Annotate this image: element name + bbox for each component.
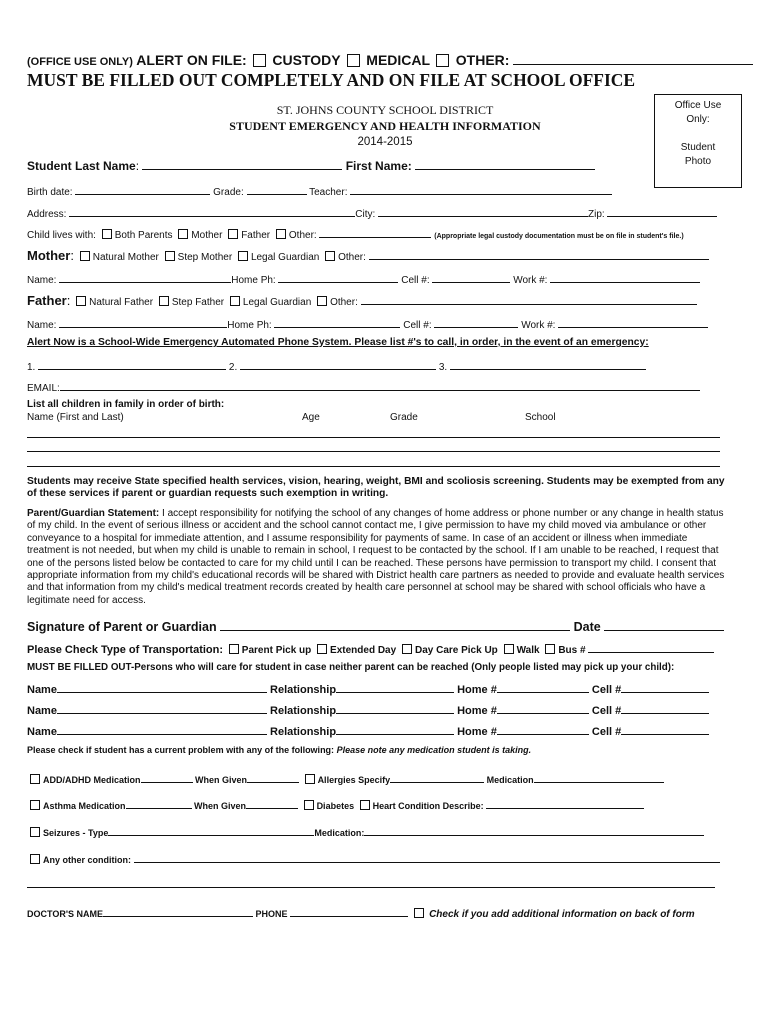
father-cell-field[interactable] bbox=[434, 316, 518, 328]
asthma-when-given-field[interactable] bbox=[246, 797, 298, 809]
must-fill-heading: MUST BE FILLED OUT COMPLETELY AND ON FILE AT SCHOOL OFFICE bbox=[27, 70, 636, 90]
adhd-when-given-label: When Given bbox=[195, 775, 248, 785]
caregiver-1-relationship-field[interactable] bbox=[336, 681, 454, 693]
mother-other-label: Other: bbox=[338, 252, 366, 263]
school-year: 2014-2015 bbox=[357, 136, 413, 148]
first-name-label: First Name: bbox=[345, 159, 412, 173]
lives-father-checkbox[interactable] bbox=[228, 229, 238, 239]
bus-checkbox[interactable] bbox=[545, 644, 555, 654]
emergency-numbers-row bbox=[27, 358, 646, 373]
lives-other-label: Other: bbox=[288, 230, 317, 241]
last-name-field[interactable] bbox=[142, 158, 342, 170]
student-photo-box bbox=[654, 94, 742, 188]
other-condition-checkbox[interactable] bbox=[30, 854, 40, 864]
caregiver-2-home-field[interactable] bbox=[497, 702, 589, 714]
statement-label: Parent/Guardian Statement: bbox=[27, 508, 160, 519]
asthma-checkbox[interactable] bbox=[30, 800, 40, 810]
caregiver-relationship-label: Relationship bbox=[270, 684, 337, 696]
caregiver-2-name-field[interactable] bbox=[57, 702, 267, 714]
step-father-checkbox[interactable] bbox=[159, 296, 169, 306]
mother-cell-field[interactable] bbox=[432, 271, 510, 283]
parent-pickup-label: Parent Pick up bbox=[241, 645, 312, 656]
step-mother-label: Step Mother bbox=[177, 252, 233, 263]
child-line-2[interactable] bbox=[27, 451, 720, 452]
seizures-label: Seizures - Type bbox=[43, 828, 109, 838]
medical-heading-text: Please check if student has a current problem with any of the following: bbox=[27, 745, 335, 755]
student-name-row: Student Last Name: First Name: bbox=[27, 158, 595, 173]
birth-row bbox=[27, 183, 612, 198]
lives-with-label: Child lives with: bbox=[27, 230, 96, 241]
walk-label: Walk bbox=[516, 645, 540, 656]
diabetes-checkbox[interactable] bbox=[304, 800, 314, 810]
father-other-checkbox[interactable] bbox=[317, 296, 327, 306]
medical-heading-note: Please note any medication student is taking. bbox=[336, 745, 532, 755]
caregiver-name-label: Name bbox=[27, 684, 57, 696]
custody-label: CUSTODY bbox=[272, 52, 341, 68]
caregiver-cell-label: Cell # bbox=[591, 684, 622, 696]
father-other-label: Other: bbox=[330, 297, 358, 308]
first-name-field[interactable] bbox=[415, 158, 595, 170]
transport-label: Please Check Type of Transportation: bbox=[27, 644, 224, 656]
grade-label: Grade: bbox=[213, 187, 244, 198]
birth-date-field[interactable] bbox=[75, 183, 210, 195]
father-cell-label: Cell #: bbox=[403, 320, 432, 331]
father-work-field[interactable] bbox=[558, 316, 708, 328]
medical-row-2 bbox=[27, 797, 644, 811]
seizures-medication-field[interactable] bbox=[364, 824, 704, 836]
heart-condition-checkbox[interactable] bbox=[360, 800, 370, 810]
district-name: ST. JOHNS COUNTY SCHOOL DISTRICT bbox=[276, 103, 494, 117]
caregiver-1-home-field[interactable] bbox=[497, 681, 589, 693]
signature-row bbox=[27, 619, 724, 634]
medical-label: MEDICAL bbox=[366, 52, 431, 68]
caregivers-heading: MUST BE FILLED OUT-Persons who will care for student in case neither parent can be reached (Only people listed may pick up your child): bbox=[27, 662, 675, 673]
mother-other-field[interactable] bbox=[369, 248, 709, 260]
other-condition-field[interactable] bbox=[134, 851, 720, 863]
lives-other-field[interactable] bbox=[319, 226, 431, 238]
address-field[interactable] bbox=[69, 205, 355, 217]
caregiver-3-relationship-field[interactable] bbox=[336, 723, 454, 735]
grade-field[interactable] bbox=[247, 183, 307, 195]
heart-condition-field[interactable] bbox=[486, 797, 644, 809]
heart-condition-label: Heart Condition Describe: bbox=[372, 801, 484, 811]
caregiver-home-label: Home # bbox=[457, 726, 497, 738]
daycare-checkbox[interactable] bbox=[402, 644, 412, 654]
birth-date-label: Birth date: bbox=[27, 187, 73, 198]
custody-checkbox[interactable] bbox=[253, 54, 266, 67]
date-field[interactable] bbox=[604, 619, 724, 631]
bus-label: Bus # bbox=[558, 645, 586, 656]
father-home-ph-field[interactable] bbox=[274, 316, 400, 328]
father-legal-guardian-label: Legal Guardian bbox=[242, 297, 312, 308]
caregiver-1-cell-field[interactable] bbox=[621, 681, 709, 693]
natural-mother-checkbox[interactable] bbox=[80, 251, 90, 261]
caregiver-name-label: Name bbox=[27, 705, 57, 717]
col-school-header: School bbox=[525, 412, 556, 423]
col-grade-header: Grade bbox=[390, 412, 418, 423]
last-name-label: Student Last Name bbox=[27, 159, 136, 173]
photo-only: Only: bbox=[686, 114, 710, 125]
father-label: Father bbox=[27, 293, 67, 308]
mother-cell-label: Cell #: bbox=[401, 275, 430, 286]
teacher-label: Teacher: bbox=[309, 187, 348, 198]
alert-now-text: Alert Now is a School-Wide Emergency Automated Phone System. Please list #'s to call, in order, in the event of an emergency: bbox=[27, 337, 649, 348]
medical-row-1 bbox=[27, 771, 664, 785]
caregiver-row-2 bbox=[27, 702, 709, 717]
caregiver-row-3 bbox=[27, 723, 709, 738]
caregiver-1-name-field[interactable] bbox=[57, 681, 267, 693]
teacher-field[interactable] bbox=[350, 183, 612, 195]
step-father-label: Step Father bbox=[171, 297, 225, 308]
form-title: STUDENT EMERGENCY AND HEALTH INFORMATION bbox=[229, 119, 541, 133]
father-row: Father: Natural Father Step Father Legal Guardian Other: bbox=[27, 293, 697, 308]
father-home-ph-label: Home Ph: bbox=[227, 320, 272, 331]
natural-father-checkbox[interactable] bbox=[76, 296, 86, 306]
email-label: EMAIL: bbox=[27, 383, 60, 394]
transport-row bbox=[27, 641, 714, 656]
phone-label: PHONE bbox=[255, 909, 288, 919]
mother-other-checkbox[interactable] bbox=[325, 251, 335, 261]
caregiver-name-label: Name bbox=[27, 726, 57, 738]
allergies-label: Allergies Specify bbox=[317, 775, 391, 785]
father-name-field[interactable] bbox=[59, 316, 227, 328]
father-contact-row bbox=[27, 316, 708, 331]
city-field[interactable] bbox=[378, 205, 588, 217]
father-legal-guardian-checkbox[interactable] bbox=[230, 296, 240, 306]
office-use-only-label: (OFFICE USE ONLY) bbox=[27, 56, 133, 68]
caregiver-cell-label: Cell # bbox=[591, 705, 622, 717]
address-row bbox=[27, 205, 717, 220]
caregiver-row-1 bbox=[27, 681, 709, 696]
mother-name-label: Name: bbox=[27, 275, 57, 286]
lives-father-label: Father bbox=[241, 230, 271, 241]
walk-checkbox[interactable] bbox=[504, 644, 514, 654]
medical-checkbox[interactable] bbox=[347, 54, 360, 67]
medical-row-4 bbox=[27, 851, 720, 865]
caregiver-2-cell-field[interactable] bbox=[621, 702, 709, 714]
daycare-label: Day Care Pick Up bbox=[414, 645, 498, 656]
extended-day-checkbox[interactable] bbox=[317, 644, 327, 654]
col-age-header: Age bbox=[302, 412, 320, 423]
asthma-when-given-label: When Given bbox=[194, 801, 247, 811]
adhd-when-given-field[interactable] bbox=[247, 771, 299, 783]
mother-home-ph-label: Home Ph: bbox=[231, 275, 276, 286]
diabetes-label: Diabetes bbox=[316, 801, 355, 811]
mother-legal-guardian-checkbox[interactable] bbox=[238, 251, 248, 261]
allergies-field[interactable] bbox=[390, 771, 484, 783]
parent-pickup-checkbox[interactable] bbox=[229, 644, 239, 654]
caregiver-3-name-field[interactable] bbox=[57, 723, 267, 735]
photo-photo: Photo bbox=[684, 156, 712, 167]
natural-father-label: Natural Father bbox=[89, 297, 154, 308]
caregiver-2-relationship-field[interactable] bbox=[336, 702, 454, 714]
caregiver-relationship-label: Relationship bbox=[270, 705, 337, 717]
other-alert-label: OTHER: bbox=[455, 52, 510, 68]
col-name-header: Name (First and Last) bbox=[27, 412, 124, 423]
mother-contact-row bbox=[27, 271, 700, 286]
asthma-label: Asthma Medication bbox=[43, 801, 126, 811]
mother-legal-guardian-label: Legal Guardian bbox=[250, 252, 320, 263]
alert-on-file-row bbox=[27, 52, 753, 68]
city-label: City: bbox=[355, 209, 376, 220]
seizures-type-field[interactable] bbox=[108, 824, 314, 836]
mother-label: Mother bbox=[27, 248, 71, 263]
step-mother-checkbox[interactable] bbox=[165, 251, 175, 261]
custody-note: (Appropriate legal custody documentation must be on file in student's file.) bbox=[434, 233, 684, 240]
doctor-row bbox=[27, 905, 695, 920]
doctor-label: DOCTOR'S NAME bbox=[27, 909, 103, 919]
address-label: Address: bbox=[27, 209, 67, 220]
lives-with-row bbox=[27, 226, 684, 241]
number-3-field[interactable] bbox=[450, 358, 646, 370]
number-1-label: 1. bbox=[27, 362, 36, 373]
photo-student: Student bbox=[680, 142, 716, 153]
seizures-medication-label: Medication: bbox=[314, 828, 365, 838]
doctor-phone-field[interactable] bbox=[290, 905, 408, 917]
seizures-checkbox[interactable] bbox=[30, 827, 40, 837]
father-name-label: Name: bbox=[27, 320, 57, 331]
allergies-medication-label: Medication bbox=[486, 775, 534, 785]
number-1-field[interactable] bbox=[38, 358, 226, 370]
caregiver-home-label: Home # bbox=[457, 705, 497, 717]
other-alert-checkbox[interactable] bbox=[436, 54, 449, 67]
number-2-label: 2. bbox=[228, 362, 238, 373]
other-condition-line-2[interactable] bbox=[27, 887, 715, 888]
father-work-label: Work #: bbox=[521, 320, 556, 331]
both-parents-checkbox[interactable] bbox=[102, 229, 112, 239]
caregiver-relationship-label: Relationship bbox=[270, 726, 337, 738]
other-alert-field[interactable] bbox=[513, 53, 753, 65]
doctor-name-field[interactable] bbox=[103, 905, 253, 917]
zip-label: Zip: bbox=[588, 209, 605, 220]
statement-text: I accept responsibility for notifying the school of any changes of home address or phone number or any change in health status of my child. In the event of serious illness or accident and the school cannot contact me, I give permission to have my child moved via ambulance or other conveyance to a hospital for immediate attention, and I assume responsibility for payments of same. In case of an accident or illness when immediate treatment is not needed, but when my child is unable to remain in school, I request to be contacted by the school. If I am unable to be reached, I request that one of the persons listed below be contacted to care for my child until I can be reached. These persons have permission to transport my child. I consent that appropriate information from my child's educational records will be shared with District health care partners as needed to provide and evaluate health services and that information from my child's medical treatment records created by health care personnel at school may be shared with school officials who have a legitimate need for access. bbox=[27, 508, 725, 606]
adhd-medication-field[interactable] bbox=[141, 771, 193, 783]
back-of-form-label: Check if you add additional information on back of form bbox=[429, 909, 695, 920]
email-field[interactable] bbox=[60, 379, 700, 391]
caregiver-3-cell-field[interactable] bbox=[621, 723, 709, 735]
zip-field[interactable] bbox=[607, 205, 717, 217]
mother-row: Mother: Natural Mother Step Mother Legal Guardian Other: bbox=[27, 248, 709, 263]
bus-number-field[interactable] bbox=[588, 641, 714, 653]
lives-mother-checkbox[interactable] bbox=[178, 229, 188, 239]
children-heading: List all children in family in order of birth: bbox=[27, 399, 225, 410]
lives-other-checkbox[interactable] bbox=[276, 229, 286, 239]
mother-name-field[interactable] bbox=[59, 271, 231, 283]
medical-heading bbox=[27, 745, 531, 755]
lives-mother-label: Mother bbox=[191, 230, 223, 241]
medical-row-3 bbox=[27, 824, 704, 838]
alert-on-file-label: ALERT ON FILE: bbox=[136, 52, 247, 68]
signature-label: Signature of Parent or Guardian bbox=[27, 620, 217, 634]
photo-office-use: Office Use bbox=[674, 100, 722, 111]
screening-notice: Students may receive State specified health services, vision, hearing, weight, BMI and scoliosis screening. Students may be exempted from any of these services if parent or guardian requests such exemption in writing. bbox=[27, 476, 725, 500]
number-3-label: 3. bbox=[438, 362, 448, 373]
both-parents-label: Both Parents bbox=[114, 230, 173, 241]
natural-mother-label: Natural Mother bbox=[92, 252, 159, 263]
signature-field[interactable] bbox=[220, 619, 570, 631]
other-condition-label: Any other condition: bbox=[43, 855, 131, 865]
email-row bbox=[27, 379, 700, 394]
allergies-checkbox[interactable] bbox=[305, 774, 315, 784]
mother-home-ph-field[interactable] bbox=[278, 271, 398, 283]
father-other-field[interactable] bbox=[361, 293, 697, 305]
adhd-label: ADD/ADHD Medication bbox=[43, 775, 141, 785]
child-line-1[interactable] bbox=[27, 437, 720, 438]
adhd-checkbox[interactable] bbox=[30, 774, 40, 784]
parent-statement bbox=[27, 508, 727, 607]
allergies-medication-field[interactable] bbox=[534, 771, 664, 783]
date-label: Date bbox=[573, 620, 601, 634]
extended-day-label: Extended Day bbox=[330, 645, 397, 656]
number-2-field[interactable] bbox=[240, 358, 436, 370]
mother-work-label: Work #: bbox=[513, 275, 548, 286]
caregiver-cell-label: Cell # bbox=[591, 726, 622, 738]
mother-work-field[interactable] bbox=[550, 271, 700, 283]
caregiver-home-label: Home # bbox=[457, 684, 497, 696]
back-of-form-checkbox[interactable] bbox=[414, 908, 424, 918]
caregiver-3-home-field[interactable] bbox=[497, 723, 589, 735]
asthma-medication-field[interactable] bbox=[126, 797, 192, 809]
child-line-3[interactable] bbox=[27, 466, 720, 467]
